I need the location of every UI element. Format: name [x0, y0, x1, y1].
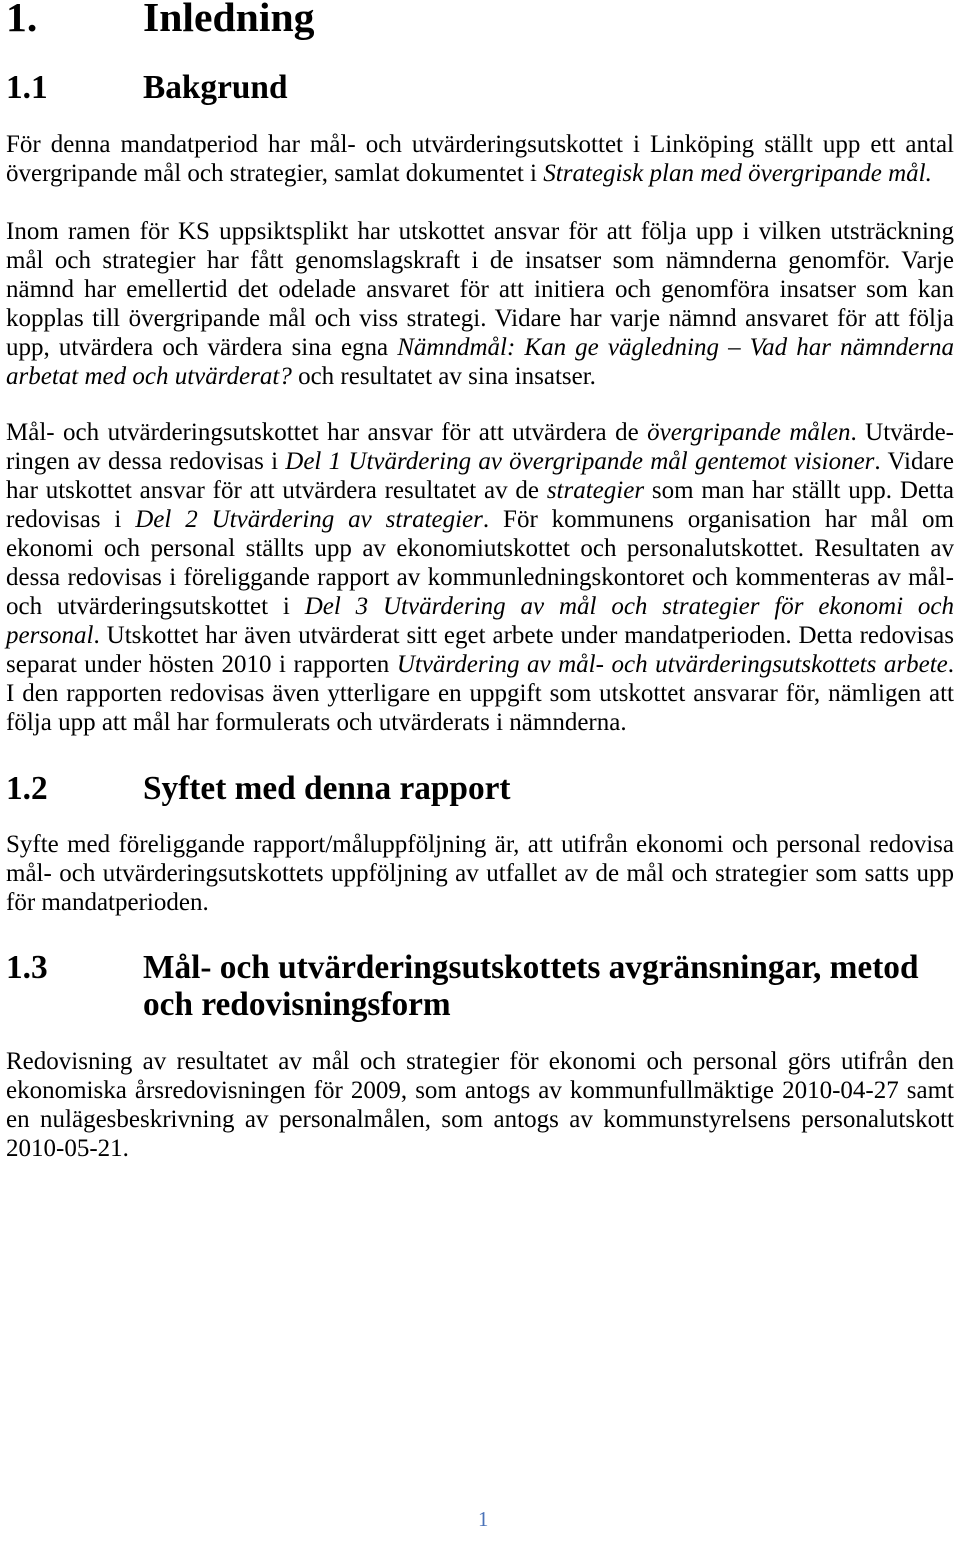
- text-run: . Vidare: [874, 448, 954, 475]
- text-run: I den rapporten redovisas även ytterligare en uppgift som utskottet ansvarar för, nämligen att: [6, 680, 954, 707]
- italic-run: Del 2 Utvärdering av strategier: [135, 506, 483, 533]
- section-number: 1.3: [6, 949, 48, 986]
- text-run: har utskottet ansvar för att utvärdera resultatet av de: [6, 477, 547, 504]
- text-run: ekonomiska årsredovisningen för 2009, som antogs av kommunfullmäktige 2010-04-27 samt: [6, 1077, 954, 1104]
- text-line: [6, 333, 954, 362]
- section-number: 1.2: [6, 770, 48, 807]
- text-run: För denna mandatperiod har mål- och utvärderingsutskottet i Linköping ställt upp ett antal: [6, 131, 954, 158]
- italic-run: arbetat med och utvärderat?: [6, 363, 292, 390]
- page-number: 1: [478, 1508, 489, 1531]
- text-line: [6, 505, 954, 534]
- paragraph: [6, 217, 954, 391]
- text-line: [6, 621, 954, 650]
- section-heading: [6, 770, 954, 807]
- italic-run: Del 3 Utvärdering av mål och strategier för ekonomi och: [304, 593, 955, 620]
- text-run: Syfte med föreliggande rapport/måluppföljning är, att utifrån ekonomi och personal redovisa: [6, 831, 954, 858]
- text-run: 2010-05-21.: [6, 1135, 129, 1162]
- section-title: Mål- och utvärderingsutskottets avgränsningar, metod och redovisningsform: [143, 949, 919, 1023]
- section-title: Bakgrund: [143, 69, 288, 106]
- text-run: . Utskottet har även utvärderat sitt eget arbete under mandatperioden. Detta redovisas: [93, 622, 954, 649]
- text-line: [6, 447, 954, 476]
- section-heading: [6, 949, 954, 1023]
- text-run: en nulägesbeskrivning av personalmålen, som antogs av kommunstyrelsens personalutskott: [6, 1106, 954, 1133]
- text-run: och utvärderingsutskottet i: [6, 593, 305, 620]
- chapter-heading: [6, 0, 954, 41]
- text-run: Mål- och utvärderingsutskottet har ansvar för att utvärdera de: [6, 419, 648, 446]
- text-line: [6, 362, 954, 391]
- section-heading: [6, 69, 954, 106]
- italic-run: Utvärdering av mål- och utvärderingsutskottets arbete: [396, 651, 948, 678]
- text-line: [6, 859, 954, 888]
- chapter-title: Inledning: [143, 0, 315, 41]
- text-line: [6, 888, 954, 917]
- text-line: [6, 1105, 954, 1134]
- text-run: övergripande mål och strategier, samlat dokumentet i: [6, 160, 544, 187]
- text-run: separat under hösten 2010 i rapporten: [6, 651, 397, 678]
- text-run: och resultatet av sina insatser.: [291, 363, 596, 390]
- text-run: Inom ramen för KS uppsiktsplikt har utskottet ansvar för att följa upp i vilken utsträckning: [6, 218, 954, 245]
- text-run: redovisas i: [6, 506, 136, 533]
- text-line: [6, 830, 954, 859]
- text-run: kopplas till övergripande mål och viss strategi. Vidare har varje nämnd ansvaret för att följa: [6, 305, 954, 332]
- text-run: . Utvärde-: [850, 419, 954, 446]
- text-line: [6, 304, 954, 333]
- text-line: [6, 418, 954, 447]
- section-number: 1.1: [6, 69, 48, 106]
- paragraph: [6, 830, 954, 917]
- text-run: mål- och utvärderingsutskottets uppföljning av utfallet av de mål och strategier som satts upp: [6, 860, 954, 887]
- text-run: dessa redovisas i föreliggande rapport av kommunledningskontoret och kommenteras av mål-: [6, 564, 954, 591]
- text-line: [6, 534, 954, 563]
- text-line: [6, 1134, 954, 1163]
- text-run: .: [947, 651, 954, 678]
- paragraph: [6, 1047, 954, 1163]
- text-run: . För kommunens organisation har mål om: [482, 506, 955, 533]
- text-line: [6, 1047, 954, 1076]
- text-line: [6, 592, 954, 621]
- text-line: [6, 650, 954, 679]
- text-line: [6, 476, 954, 505]
- italic-run: övergripande målen: [647, 419, 851, 446]
- text-run: Redovisning av resultatet av mål och strategier för ekonomi och personal görs utifrån den: [6, 1048, 954, 1075]
- paragraph: [6, 418, 954, 737]
- text-line: [6, 217, 954, 246]
- text-run: ringen av dessa redovisas i: [6, 448, 286, 475]
- italic-run: strategier: [546, 477, 645, 504]
- italic-run: Strategisk plan med övergripande mål.: [543, 160, 932, 187]
- text-run: upp, utvärdera och värdera sina egna: [6, 334, 398, 361]
- text-line: [6, 679, 954, 708]
- text-line: [6, 708, 954, 737]
- text-line: [6, 563, 954, 592]
- italic-run: Nämndmål: Kan ge vägledning – Vad har nämnderna: [397, 334, 954, 361]
- text-run: ekonomi och personal ställts upp av ekonomiutskottet och personalutskottet. Resultaten av: [6, 535, 954, 562]
- section-title: Syftet med denna rapport: [143, 770, 511, 807]
- chapter-number: 1.: [6, 0, 38, 41]
- text-line: [6, 1076, 954, 1105]
- text-line: [6, 130, 954, 159]
- text-run: följa upp att mål har formulerats och utvärderats i nämnderna.: [6, 709, 627, 736]
- text-run: nämnd har emellertid det odelade ansvaret för att initiera och genomföra insatser som kan: [6, 276, 954, 303]
- italic-run: Del 1 Utvärdering av övergripande mål gentemot visioner: [285, 448, 875, 475]
- text-line: [6, 246, 954, 275]
- text-run: som man har ställt upp. Detta: [644, 477, 954, 504]
- text-run: mål och strategier har fått genomslagskraft i de insatser som nämnderna genomför. Varje: [6, 247, 954, 274]
- italic-run: personal: [6, 622, 94, 649]
- text-run: för mandatperioden.: [6, 889, 209, 916]
- paragraph: [6, 130, 954, 188]
- text-line: [6, 275, 954, 304]
- text-line: [6, 159, 954, 188]
